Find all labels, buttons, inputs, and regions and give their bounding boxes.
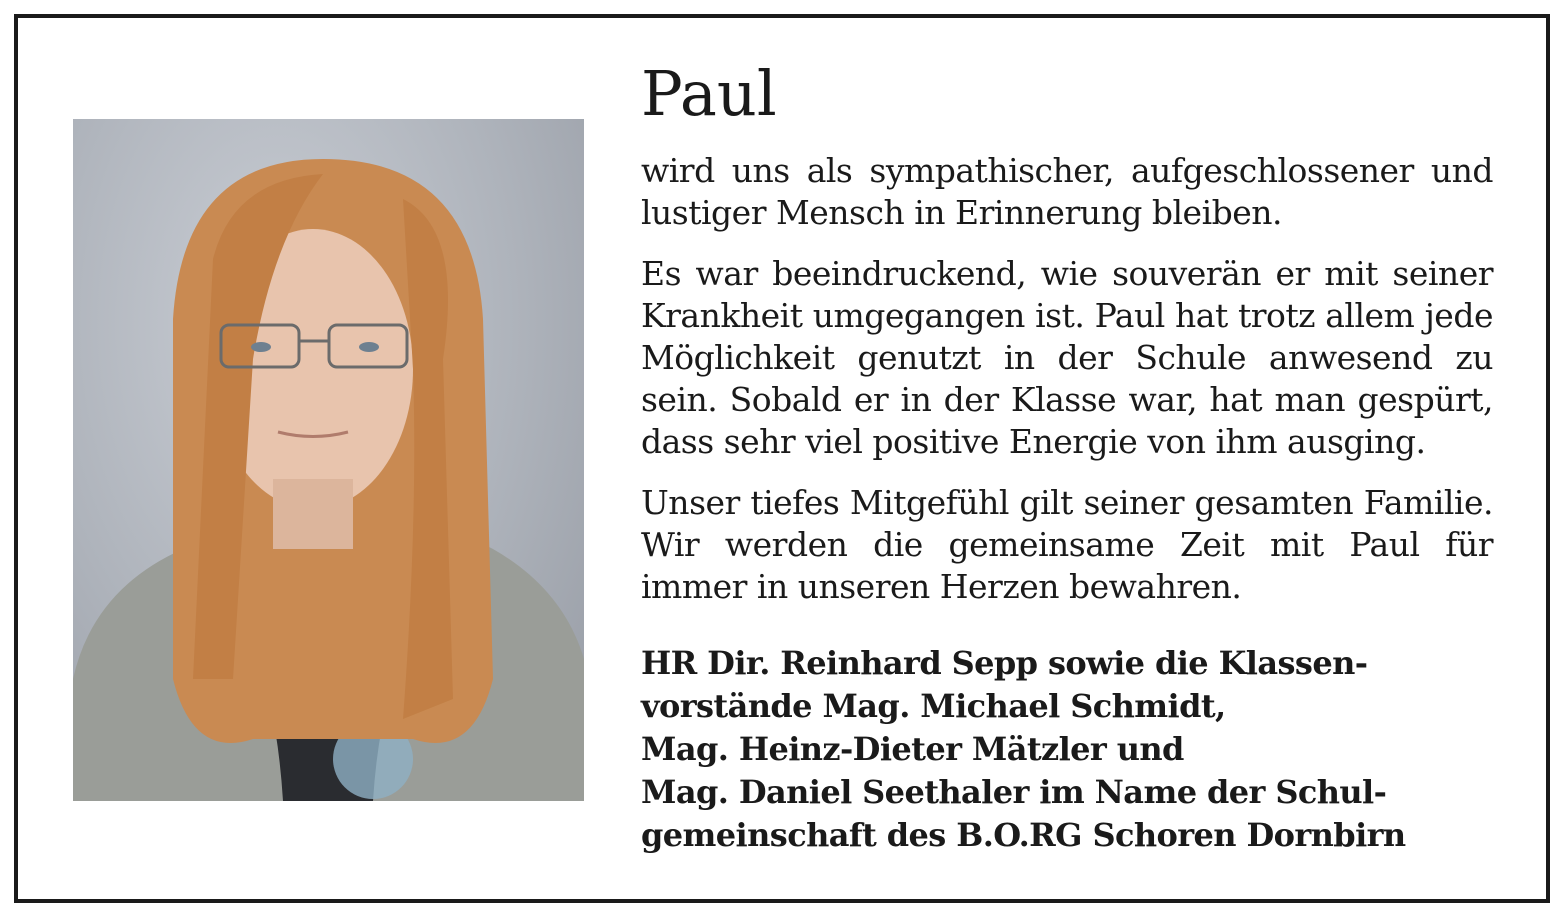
signature-block: HR Dir. Reinhard Sepp sowie die Klassen- vorstände Mag. Michael Schmidt, Mag. Heinz-Dieter Mätzler und Mag. Daniel Seethaler im Name der Schul- gemeinschaft des B.O.RG Schoren Dornbirn xyxy=(641,644,1406,854)
paragraph-1: wird uns als sympathischer, aufgeschlossener und lustiger Mensch in Erinnerung bleiben. xyxy=(641,151,1493,232)
obituary-text xyxy=(641,58,1493,857)
portrait-photo xyxy=(73,119,584,801)
paragraph-2: Es war beeindruckend, wie souverän er mit seiner Krankheit umgegangen ist. Paul hat trotz allem jede Möglichkeit genutzt in der Schule anwesend zu sein. Sobald er in der Klasse war, hat man gespürt, dass sehr viel positive Energie von ihm ausging. xyxy=(641,254,1493,461)
portrait-illustration xyxy=(73,119,584,801)
obituary-title: Paul xyxy=(641,57,777,130)
paragraph-3: Unser tiefes Mitgefühl gilt seiner gesamten Familie. Wir werden die gemeinsame Zeit mit Paul für immer in unseren Herzen bewahren. xyxy=(641,483,1493,606)
